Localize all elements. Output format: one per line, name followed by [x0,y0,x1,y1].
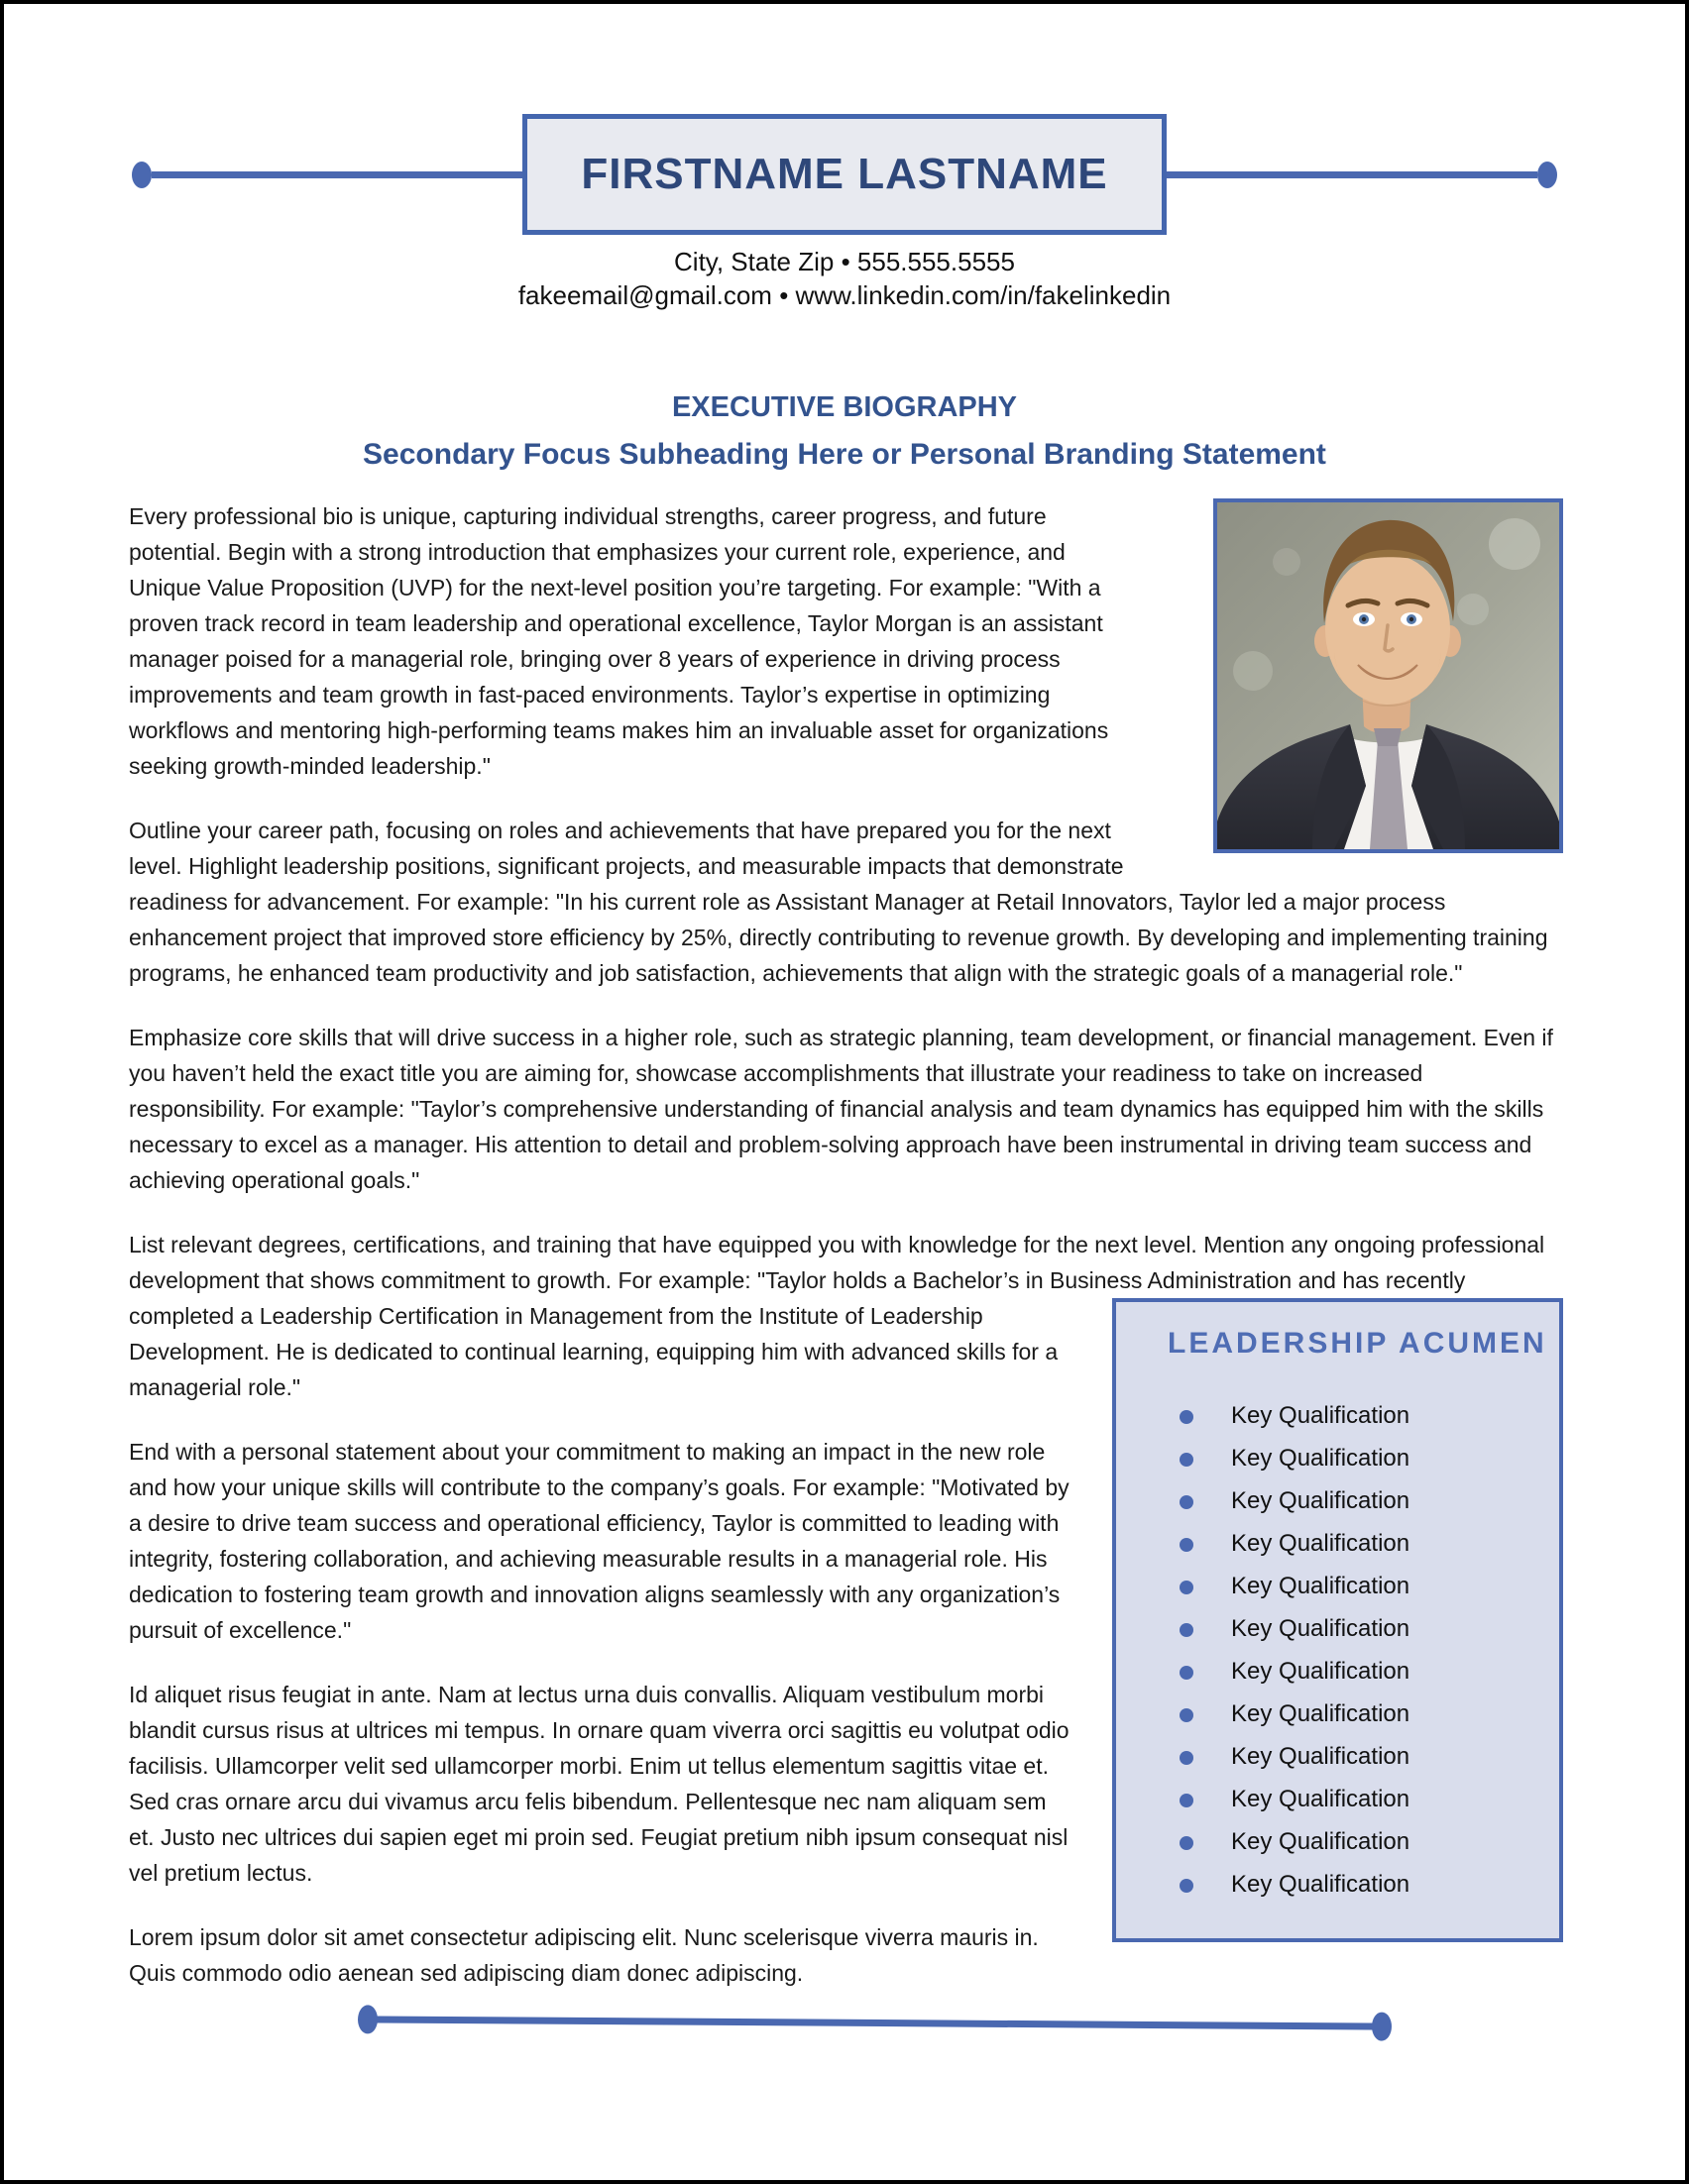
rule-end-dot-left [132,162,152,188]
bio-paragraph-lorem-2: Lorem ipsum dolor sit amet consectetur adipiscing elit. Nunc scelerisque viverra mauris in. Quis commodo odio aenean sed adipiscing diam donec adipiscing. [129,1924,1039,1986]
headshot-illustration [1217,502,1559,849]
page-title: EXECUTIVE BIOGRAPHY [671,391,1018,423]
bio-paragraph-lorem-1: Id aliquet risus feugiat in ante. Nam at lectus urna duis convallis. Aliquam vestibulum morbi blandit cursus risus at ultrices mi tempus. In ornare quam viverra orci sagittis eu volutpat odio facilisis. Ullamcorper velit sed ullamcorper morbi. Enim ut tellus elementum sagittis vitae et. Sed cras ornare arcu dui vivamus arcu felis bibendum. Pellentesque nec nam aliquam sem et. Justo nec ultrices dui sapien eget mi proin sed. Feugiat pretium nibh ipsum consequat nisl vel pretium lectus. [129,1682,1070,1886]
bio-paragraph-career-path: Outline your career path, focusing on roles and achievements that have prepared you for the next level. Highlight leadership positions, significant projects, and measurable impacts that demonstrate readiness for advancement. For example: "In his current role as Assistant Manager at Retail Innovators, Taylor led a major process enhancement project that improved store efficiency by 25%, directly contributing to revenue growth. By developing and implementing training programs, he enhanced team productivity and job satisfaction, achievements that align with the strategic goals of a managerial role." [129,818,1548,986]
qualification-item: Key Qualification [1180,1444,1539,1474]
footer-dot-left [358,2005,378,2033]
header-banner [132,114,1557,235]
bio-paragraph-education: List relevant degrees, certifications, and training that have equipped you with knowledge for the next level. Mention any ongoing professional development that shows commitment to growth. For example: "Taylor holds a Bachelor’s in Business Administration and has recently completed a Leadership Certification in Management from the Institute of Leadership Development. He is dedicated to continual learning, equipping him with advanced skills for a managerial role." [129,1232,1545,1400]
sidebar-title: LEADERSHIP ACUMEN [1168,1327,1547,1360]
qualification-item: Key Qualification [1180,1785,1539,1814]
rule-end-dot-right [1537,162,1557,188]
qualification-item: Key Qualification [1180,1401,1539,1431]
horizontal-rule-right [1167,171,1537,178]
person-name: FIRSTNAME LASTNAME [581,150,1108,198]
name-box [522,114,1167,235]
qualification-list [1116,1401,1559,1900]
qualification-item: Key Qualification [1180,1742,1539,1772]
page-subtitle: Secondary Focus Subheading Here or Personal Branding Statement [363,438,1326,471]
qualification-item: Key Qualification [1180,1870,1539,1900]
headshot-photo [1213,498,1563,853]
qualification-item: Key Qualification [1180,1529,1539,1559]
contact-line-email-linkedin: fakeemail@gmail.com • www.linkedin.com/in/fakelinkedin [517,280,1172,310]
qualification-item: Key Qualification [1180,1572,1539,1601]
qualification-item: Key Qualification [1180,1827,1539,1857]
qualification-item: Key Qualification [1180,1614,1539,1644]
contact-line-location-phone: City, State Zip • 555.555.5555 [674,247,1015,276]
footer-rule [362,2016,1388,2029]
body-content [129,498,1563,1991]
footer-dot-right [1372,2013,1392,2041]
bio-paragraph-personal-statement: End with a personal statement about your commitment to making an impact in the new role and how your unique skills will contribute to the company’s goals. For example: "Motivated by a desire to drive team success and operational efficiency, Taylor is committed to leading with integrity, fostering collaboration, and achieving measurable results in a managerial role. His dedication to fostering team growth and innovation aligns seamlessly with any organization’s pursuit of excellence." [129,1439,1070,1643]
qualification-item: Key Qualification [1180,1486,1539,1516]
bio-paragraph-intro: Every professional bio is unique, capturing individual strengths, career progress, and future potential. Begin with a strong introduction that emphasizes your current role, experience, and Unique Value Proposition (UVP) for the next-level position you’re targeting. For example: "With a proven track record in team leadership and operational excellence, Taylor Morgan is an assistant manager poised for a managerial role, bringing over 8 years of experience in driving process improvements and team growth in fast-paced environments. Taylor’s expertise in optimizing workflows and mentoring high-performing teams makes him an invaluable asset for organizations seeking growth-minded leadership." [129,503,1109,779]
leadership-acumen-box [1112,1298,1563,1942]
bio-paragraph-core-skills: Emphasize core skills that will drive success in a higher role, such as strategic planning, team development, or financial management. Even if you haven’t held the exact title you are aiming for, showcase accomplishments that illustrate your readiness to take on increased responsibility. For example: "Taylor’s comprehensive understanding of financial analysis and team dynamics has equipped him with the skills necessary to excel as a manager. His attention to detail and problem-solving approach have been instrumental in driving team success and achieving operational goals." [129,1025,1553,1193]
qualification-item: Key Qualification [1180,1699,1539,1729]
qualification-item: Key Qualification [1180,1657,1539,1687]
horizontal-rule-left [152,171,522,178]
